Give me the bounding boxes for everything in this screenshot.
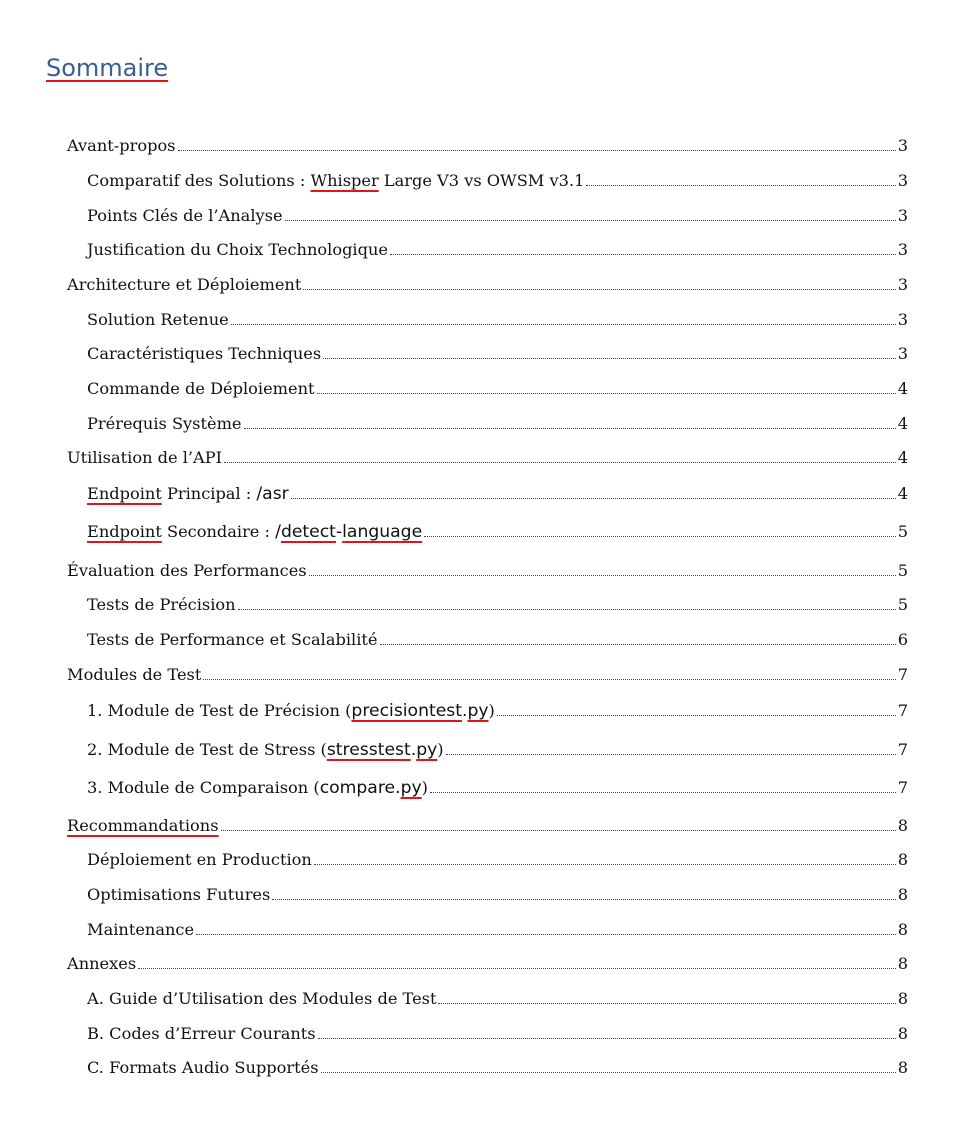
toc-entry-title bbox=[87, 239, 388, 261]
toc-entry[interactable] bbox=[87, 849, 908, 871]
toc-entry-title bbox=[87, 343, 321, 365]
dot-leader bbox=[323, 358, 895, 359]
toc-entry-title bbox=[87, 849, 312, 871]
toc-page-number: 7 bbox=[897, 701, 908, 720]
toc-entry[interactable] bbox=[67, 953, 908, 975]
toc-page-number: 5 bbox=[897, 522, 908, 541]
dot-leader bbox=[285, 220, 896, 221]
toc-text-fragment: Justification du Choix Technologique bbox=[87, 240, 388, 259]
toc-entry[interactable] bbox=[87, 777, 908, 799]
toc-text-fragment: Recommandations bbox=[67, 816, 219, 835]
toc-text-fragment: Déploiement en Production bbox=[87, 850, 312, 869]
toc-page-number: 7 bbox=[897, 778, 908, 797]
toc-entry[interactable] bbox=[87, 594, 908, 616]
dot-leader bbox=[203, 679, 895, 680]
toc-text-fragment: Architecture et Déploiement bbox=[67, 275, 302, 294]
toc-page-number: 8 bbox=[897, 989, 908, 1008]
toc-entry[interactable] bbox=[87, 521, 908, 543]
toc-text-fragment: Optimisations Futures bbox=[87, 885, 271, 904]
toc-entry[interactable] bbox=[87, 170, 908, 192]
toc-entry[interactable] bbox=[87, 1023, 908, 1045]
toc-page-number: 8 bbox=[897, 1024, 908, 1043]
toc-page-number: 3 bbox=[897, 136, 908, 155]
toc-code-fragment: detect bbox=[280, 522, 336, 542]
toc-text-fragment: 2. Module de Test de Stress ( bbox=[87, 740, 327, 759]
toc-text-fragment: Principal : bbox=[161, 484, 257, 503]
toc-text-fragment: Caractéristiques Techniques bbox=[87, 344, 322, 363]
toc-entry[interactable] bbox=[87, 988, 908, 1010]
toc-entry[interactable] bbox=[87, 919, 908, 941]
toc-page-number: 4 bbox=[897, 414, 908, 433]
toc-entry-title bbox=[67, 815, 219, 837]
toc-text-fragment: Endpoint bbox=[87, 522, 162, 541]
toc-text-fragment: Whisper bbox=[310, 171, 379, 190]
dot-leader bbox=[309, 575, 896, 576]
toc-entry[interactable] bbox=[87, 413, 908, 435]
dot-leader bbox=[231, 324, 896, 325]
toc-entry[interactable] bbox=[67, 560, 908, 582]
toc-entry-title bbox=[87, 919, 194, 941]
toc-page-number: 8 bbox=[897, 1058, 908, 1077]
dot-leader bbox=[497, 715, 896, 716]
dot-leader bbox=[438, 1003, 895, 1004]
toc-code-fragment: - bbox=[335, 522, 343, 542]
dot-leader bbox=[196, 934, 896, 935]
toc-entry-title bbox=[87, 521, 422, 543]
toc-text-fragment: Solution Retenue bbox=[87, 310, 229, 329]
toc-entry-title bbox=[87, 309, 229, 331]
toc-entry-title bbox=[87, 1023, 316, 1045]
toc-entry-title bbox=[87, 413, 242, 435]
toc-code-fragment: py bbox=[416, 740, 438, 760]
toc-text-fragment: Tests de Précision bbox=[87, 595, 236, 614]
toc-page-number: 7 bbox=[897, 740, 908, 759]
toc-page-number: 3 bbox=[897, 310, 908, 329]
toc-entry[interactable] bbox=[87, 205, 908, 227]
toc-code-fragment: language bbox=[342, 522, 423, 542]
toc-entry-title bbox=[87, 884, 270, 906]
toc-entry[interactable] bbox=[87, 343, 908, 365]
dot-leader bbox=[244, 428, 896, 429]
toc-text-fragment: Utilisation de l’API bbox=[67, 448, 223, 467]
toc-text-fragment: B. Codes d’Erreur Courants bbox=[87, 1024, 316, 1043]
toc-entry[interactable] bbox=[87, 309, 908, 331]
toc-text-fragment: C. Formats Audio Supportés bbox=[87, 1058, 319, 1077]
toc-code-fragment: stresstest bbox=[326, 740, 411, 760]
toc-code-fragment: /asr bbox=[256, 484, 289, 504]
toc-entry-title bbox=[87, 594, 236, 616]
toc-page-number: 6 bbox=[897, 630, 908, 649]
toc-text-fragment: Prérequis Système bbox=[87, 414, 242, 433]
toc-code-fragment: . bbox=[461, 701, 468, 721]
toc-page-number: 4 bbox=[897, 448, 908, 467]
dot-leader bbox=[303, 289, 895, 290]
dot-leader bbox=[314, 864, 896, 865]
toc-code-fragment: compare. bbox=[319, 778, 401, 798]
toc-entry[interactable] bbox=[87, 739, 908, 761]
toc-entry-title bbox=[87, 700, 495, 722]
toc-code-fragment: precisiontest bbox=[351, 701, 462, 721]
toc-entry-title bbox=[87, 1057, 319, 1079]
toc-text-fragment: Comparatif des Solutions : bbox=[87, 171, 311, 190]
toc-code-fragment: py bbox=[467, 701, 489, 721]
toc-text-fragment: Large V3 vs OWSM v3.1 bbox=[378, 171, 585, 190]
dot-leader bbox=[390, 254, 896, 255]
dot-leader bbox=[224, 462, 896, 463]
toc-entry[interactable] bbox=[67, 815, 908, 837]
toc-entry[interactable] bbox=[67, 447, 908, 469]
toc-page-number: 3 bbox=[897, 171, 908, 190]
dot-leader bbox=[430, 792, 896, 793]
toc-title: Sommaire bbox=[46, 54, 169, 82]
toc-entry-title bbox=[87, 777, 428, 799]
toc-entry-title bbox=[87, 170, 584, 192]
toc-text-fragment: ) bbox=[488, 701, 495, 720]
toc-page-number: 8 bbox=[897, 920, 908, 939]
toc-text-fragment: Maintenance bbox=[87, 920, 195, 939]
toc-text-fragment: ) bbox=[421, 778, 428, 797]
dot-leader bbox=[272, 899, 895, 900]
dot-leader bbox=[221, 830, 896, 831]
toc-text-fragment: Commande de Déploiement bbox=[87, 379, 315, 398]
toc-entry[interactable] bbox=[87, 629, 908, 651]
dot-leader bbox=[318, 1038, 896, 1039]
toc-page-number: 8 bbox=[897, 816, 908, 835]
toc-page-number: 4 bbox=[897, 379, 908, 398]
toc-entry-title bbox=[67, 953, 136, 975]
toc-page-number: 5 bbox=[897, 561, 908, 580]
toc-page-number: 8 bbox=[897, 954, 908, 973]
toc-entry-title bbox=[67, 274, 301, 296]
dot-leader bbox=[321, 1072, 896, 1073]
toc-text-fragment: Annexes bbox=[67, 954, 137, 973]
toc-text-fragment: A. Guide d’Utilisation des Modules de Test bbox=[87, 989, 437, 1008]
toc-page-number: 3 bbox=[897, 240, 908, 259]
toc-text-fragment: Modules de Test bbox=[67, 665, 202, 684]
toc-entry[interactable] bbox=[87, 483, 908, 505]
toc-entry[interactable] bbox=[87, 239, 908, 261]
dot-leader bbox=[317, 393, 896, 394]
toc-entry[interactable] bbox=[67, 664, 908, 686]
toc-entry-title bbox=[67, 447, 222, 469]
toc-entry[interactable] bbox=[87, 378, 908, 400]
toc-page-number: 3 bbox=[897, 344, 908, 363]
toc-entry[interactable] bbox=[67, 135, 908, 157]
toc-text-fragment: Secondaire : bbox=[161, 522, 276, 541]
toc-entry[interactable] bbox=[87, 700, 908, 722]
toc-text-fragment: ) bbox=[437, 740, 444, 759]
toc-entry-title bbox=[87, 205, 283, 227]
toc-text-fragment: Points Clés de l’Analyse bbox=[87, 206, 283, 225]
toc-entry[interactable] bbox=[87, 1057, 908, 1079]
dot-leader bbox=[178, 150, 896, 151]
toc-entry-title bbox=[67, 664, 201, 686]
toc-entry[interactable] bbox=[67, 274, 908, 296]
toc-page-number: 3 bbox=[897, 275, 908, 294]
toc-entry-title bbox=[87, 629, 378, 651]
toc-code-fragment: . bbox=[410, 740, 417, 760]
dot-leader bbox=[291, 498, 896, 499]
toc-page-number: 4 bbox=[897, 484, 908, 503]
toc-entry[interactable] bbox=[87, 884, 908, 906]
dot-leader bbox=[138, 968, 896, 969]
toc-text-fragment: Avant-propos bbox=[67, 136, 176, 155]
toc-page-number: 7 bbox=[897, 665, 908, 684]
toc-entry-title bbox=[87, 378, 315, 400]
toc-entry-title bbox=[87, 739, 444, 761]
toc-code-fragment: / bbox=[275, 522, 281, 542]
toc-text-fragment: 3. Module de Comparaison ( bbox=[87, 778, 320, 797]
toc-text-fragment: Évaluation des Performances bbox=[67, 561, 307, 580]
toc-page-number: 3 bbox=[897, 206, 908, 225]
dot-leader bbox=[586, 185, 895, 186]
toc-entry-title bbox=[67, 560, 307, 582]
toc-page-number: 8 bbox=[897, 850, 908, 869]
toc-text-fragment: Endpoint bbox=[87, 484, 162, 503]
dot-leader bbox=[424, 536, 896, 537]
toc-entry-title bbox=[67, 135, 176, 157]
dot-leader bbox=[446, 754, 896, 755]
toc-entry-title bbox=[87, 988, 436, 1010]
toc-text-fragment: 1. Module de Test de Précision ( bbox=[87, 701, 352, 720]
dot-leader bbox=[238, 609, 896, 610]
dot-leader bbox=[380, 644, 896, 645]
toc-page-number: 5 bbox=[897, 595, 908, 614]
toc-entry-title bbox=[87, 483, 289, 505]
toc-text-fragment: Tests de Performance et Scalabilité bbox=[87, 630, 378, 649]
toc-code-fragment: py bbox=[400, 778, 422, 798]
toc-page-number: 8 bbox=[897, 885, 908, 904]
